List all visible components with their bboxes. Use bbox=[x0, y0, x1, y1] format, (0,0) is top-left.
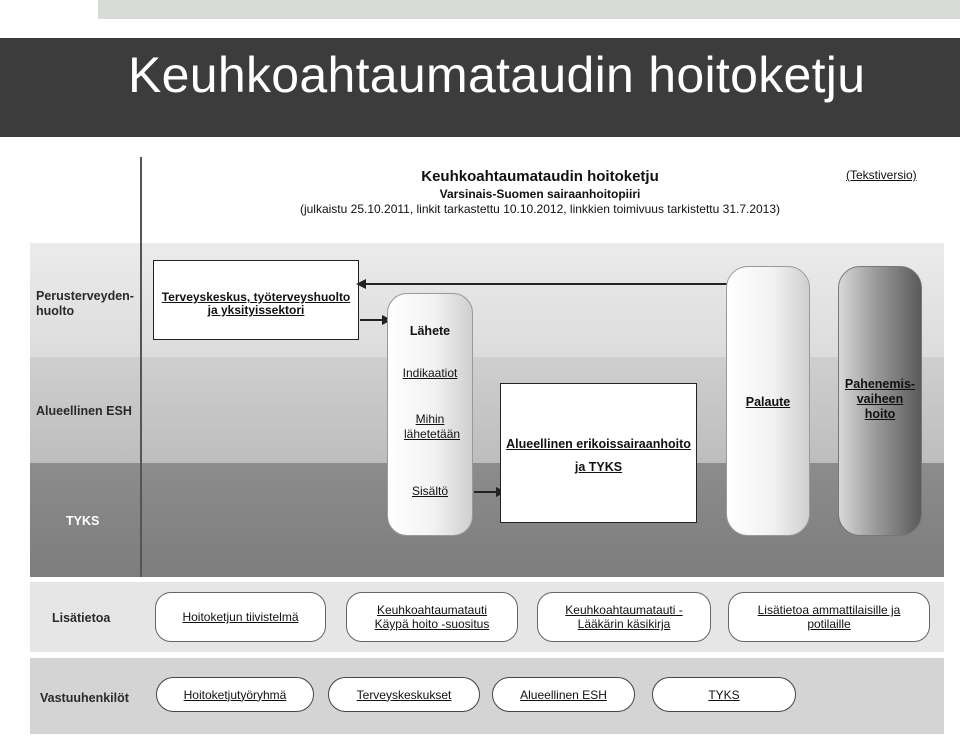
slide-title: Keuhkoahtaumataudin hoitoketju bbox=[128, 47, 866, 103]
row-label-primary-care: Perusterveyden- huolto bbox=[36, 289, 134, 318]
row-label-responsible: Vastuuhenkilöt bbox=[40, 691, 129, 705]
feedback-arrowhead bbox=[356, 279, 366, 289]
exacerbation-label: Pahenemis- vaiheen hoito bbox=[844, 377, 916, 421]
info-link-current-care[interactable]: Keuhkoahtaumatauti Käypä hoito -suositus bbox=[346, 592, 518, 642]
specialist-care-line1: Alueellinen erikoissairaanhoito bbox=[506, 437, 691, 451]
feedback-label: Palaute bbox=[745, 395, 791, 409]
specialist-care-box[interactable] bbox=[500, 383, 697, 523]
responsible-link-working-group[interactable]: Hoitoketjutyöryhmä bbox=[156, 677, 314, 712]
diagram-subtitle: Varsinais-Suomen sairaanhoitopiiri bbox=[439, 187, 641, 201]
responsible-link-regional-esh[interactable]: Alueellinen ESH bbox=[492, 677, 635, 712]
responsible-link-tyks[interactable]: TYKS bbox=[652, 677, 796, 712]
row-label-more-info: Lisätietoa bbox=[52, 611, 111, 625]
info-link-handbook[interactable]: Keuhkoahtaumatauti - Lääkärin käsikirja bbox=[537, 592, 711, 642]
row-label-tyks: TYKS bbox=[66, 514, 100, 528]
feedback-pill[interactable] bbox=[726, 266, 810, 536]
referral-pill[interactable] bbox=[387, 293, 473, 536]
row-label-regional: Alueellinen ESH bbox=[36, 404, 132, 418]
info-link-professionals-patients[interactable]: Lisätietoa ammattilaisille ja potilaille bbox=[728, 592, 930, 642]
health-center-label: Terveyskeskus, työterveyshuolto ja yksityissektori bbox=[161, 290, 351, 317]
referral-indications-link[interactable]: Indikaatiot bbox=[402, 366, 458, 380]
diagram-dates: (julkaistu 25.10.2011, linkit tarkastettu 10.10.2012, linkkien toimivuus tarkistettu 31.7.2013) bbox=[299, 202, 781, 216]
responsible-link-health-centers[interactable]: Terveyskeskukset bbox=[328, 677, 480, 712]
info-link-summary[interactable]: Hoitoketjun tiivistelmä bbox=[155, 592, 326, 642]
referral-where-link[interactable]: Mihin lähetetään bbox=[404, 412, 461, 441]
exacerbation-pill[interactable] bbox=[838, 266, 922, 536]
referral-title: Lähete bbox=[409, 324, 451, 338]
diagram-title: Keuhkoahtaumataudin hoitoketju bbox=[421, 168, 659, 185]
specialist-care-line2: ja TYKS bbox=[574, 460, 623, 474]
text-version-link[interactable]: (Tekstiversio) bbox=[846, 168, 917, 182]
referral-contents-link[interactable]: Sisältö bbox=[411, 484, 449, 498]
